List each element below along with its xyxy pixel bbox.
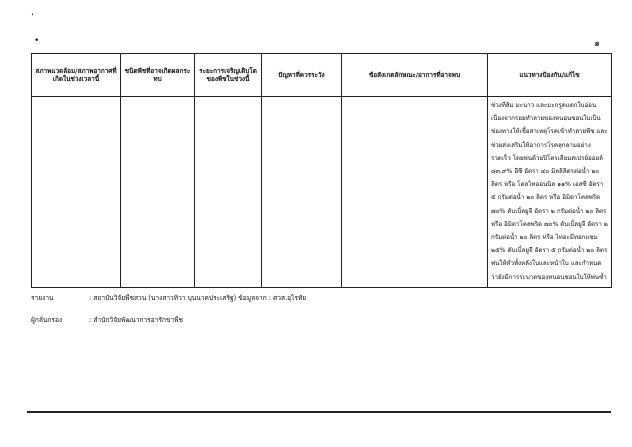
corner-mark-top: ’ — [31, 13, 34, 23]
corner-mark-bullet: • — [34, 36, 40, 46]
table-row — [32, 97, 612, 288]
header-environment: สภาพแวดล้อม/สภาพอากาศที่เกิดในช่วงเวลานี้ — [32, 54, 121, 97]
header-crop-type: ชนิดพืชที่อาจเกิดผลกระทบ — [121, 54, 195, 97]
header-problem: ปัญหาที่ควรระวัง — [262, 54, 342, 97]
header-growth-stage: ระยะการเจริญเติบโตของพืชในช่วงนี้ — [195, 54, 262, 97]
screen-value: : สำนักวิจัยพัฒนาการอารักขาพืช — [89, 316, 183, 324]
screen-line — [31, 313, 306, 327]
table-header-row — [32, 54, 612, 97]
advisory-table — [31, 53, 612, 288]
screen-label: ผู้กลั่นกรอง — [31, 316, 63, 324]
report-value: : สถาบันวิจัยพืชสวน (นางสาวทิวา บุนนาคประเสริฐ) ข้อมูลจาก : ศวส.อุไรทัย — [89, 294, 307, 302]
header-symptoms: ข้อสังเกตลักษณะ/อาการที่อาจพบ — [342, 54, 488, 97]
cell-symptoms — [342, 97, 488, 288]
cell-environment — [32, 97, 121, 288]
cell-prevention: ช่วงที่ส้ม มะนาว และมะกรูดแตกใบอ่อน เนื่องจากรอยทำลายของหนอนชอนใบเป็นช่องทางให้เชื้อสาเหตุโรคเข้าทำลายพืช และช่วยส่งเสริมให้อาการโรคลุกลามอย่างรวดเร็ว โดยพ่นด้วยปิโตรเลียมสเปรย์ออยล์ ๘๓.๙% อีซี อัตรา ๔๐ มิลลิลิตรต่อน้ำ ๒๐ ลิตร หรือ โตลไทออนนิล ๑๑% เอสซี อัตรา ๕ กรัมต่อน้ำ ๒๐ ลิตร หรือ อิมิดาโคลพริด ๗๐% ดับเบิ้ลยูจี อัตรา ๒ กรัมต่อน้ำ ๒๐ ลิตร หรือ อิมิดาโคลพริด ๗๐% ดับเบิ้ลยูจี อัตรา ๒ กรัมต่อน้ำ ๒๐ ลิตร หรือ ไทอะมีทอกแซม ๒๕% ดับเบิ้ลยูจี อัตรา ๕ กรัมต่อน้ำ ๒๐ ลิตร พ่นให้ทั่วทั้งหลังใบและหน้าใบ และกำหนดว่ายังมีการระบาดของหนอนชอนใบให้พ่นซ้ำ — [488, 97, 612, 288]
cell-growth-stage — [195, 97, 262, 288]
page-number: ๑ — [594, 39, 600, 49]
cell-problem — [262, 97, 342, 288]
report-line — [31, 291, 306, 305]
footer-info — [31, 291, 306, 327]
report-label: รายงาน — [31, 294, 54, 302]
cell-crop-type — [121, 97, 195, 288]
bottom-rule — [27, 411, 611, 413]
header-prevention: แนวทางป้องกัน/แก้ไข — [488, 54, 612, 97]
